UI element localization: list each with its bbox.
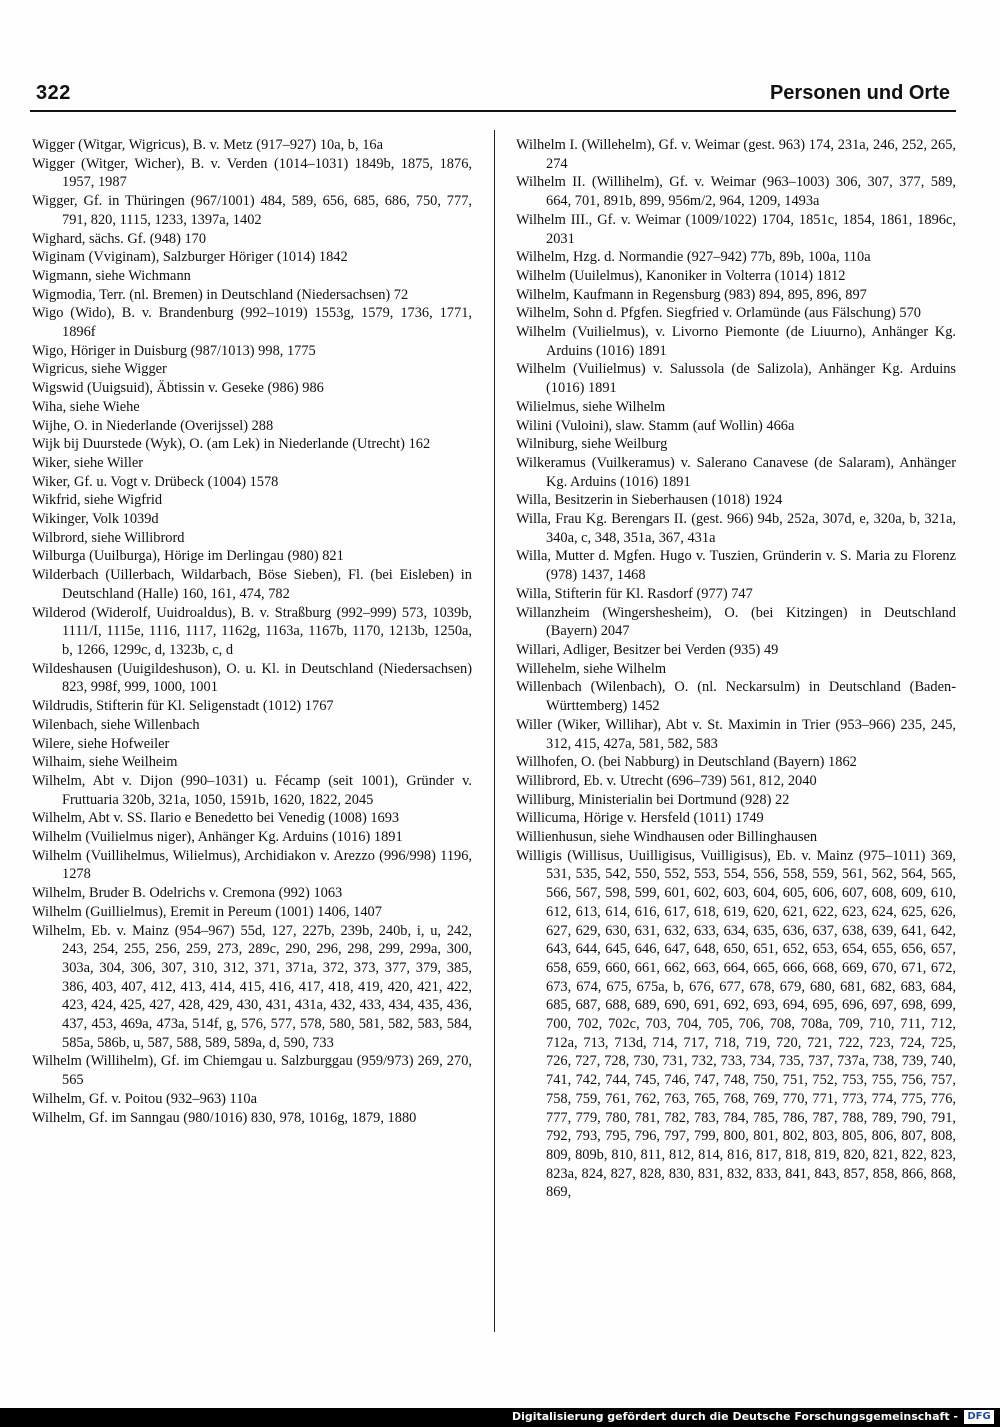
- index-entry: Wilburga (Uuilburga), Hörige im Derlingau (980) 821: [32, 548, 344, 565]
- index-entry: Wigmodia, Terr. (nl. Bremen) in Deutschland (Niedersachsen) 72: [32, 286, 409, 303]
- index-entry: Wikinger, Volk 1039d: [32, 511, 159, 528]
- index-entry: Wilhelm III., Gf. v. Weimar (1009/1022) 1704, 1851c, 1854, 1861, 1896c, 2031: [516, 211, 956, 247]
- index-entry: Wildrudis, Stifterin für Kl. Seligenstadt (1012) 1767: [32, 698, 334, 715]
- index-entry: Wilhelm, Abt v. Dijon (990–1031) u. Fécamp (seit 1001), Gründer v. Fruttuaria 320b, 321a, 1050, 1591b, 1620, 1822, 2045: [32, 772, 472, 808]
- index-entry: Wilhelm (Vuilielmus niger), Anhänger Kg. Arduins (1016) 1891: [32, 829, 403, 846]
- index-entry: Wilhaim, siehe Weilheim: [32, 754, 178, 771]
- index-entry: Wilhelm, Abt v. SS. Ilario e Benedetto bei Venedig (1008) 1693: [32, 810, 400, 827]
- footer-credit: Digitalisierung gefördert durch die Deutsche Forschungsgemeinschaft -: [511, 1410, 958, 1423]
- index-entry: Wigmann, siehe Wichmann: [32, 267, 191, 284]
- index-entry: Wilniburg, siehe Weilburg: [516, 436, 668, 453]
- index-entry: Wilhelm (Willihelm), Gf. im Chiemgau u. Salzburggau (959/973) 269, 270, 565: [32, 1053, 472, 1089]
- index-entry: Wilhelm (Guillielmus), Eremit in Pereum (1001) 1406, 1407: [32, 903, 382, 920]
- index-entry: Willehelm, siehe Wilhelm: [516, 660, 667, 677]
- index-entry: Wigricus, siehe Wigger: [32, 361, 167, 378]
- index-entry: Wilhelm, Bruder B. Odelrichs v. Cremona (992) 1063: [32, 885, 343, 902]
- page-title: Personen und Orte: [769, 82, 950, 104]
- index-entry: Wilderbach (Uillerbach, Wildarbach, Böse Sieben), Fl. (bei Eisleben) in Deutschland (Halle) 160, 161, 474, 782: [32, 567, 472, 602]
- index-entry: Wijk bij Duurstede (Wyk), O. (am Lek) in Niederlande (Utrecht) 162: [32, 436, 431, 453]
- index-entry: Wilhelm (Vuillihelmus, Wilielmus), Archidiakon v. Arezzo (996/998) 1196, 1278: [32, 847, 472, 883]
- page-number: 322: [36, 82, 71, 104]
- index-entry: Willari, Adliger, Besitzer bei Verden (935) 49: [516, 641, 779, 658]
- index-entry: Wilhelm, Eb. v. Mainz (954–967) 55d, 127, 227b, 239b, 240b, i, u, 242, 243, 254, 255, 256, 259, 273, 289c, 290, 296, 298, 299, 299a, 300, 303a, 304, 306, 307, 310, 312, 371, 371a, 372, 373, 377, 379, 385, 386, 403, 407, 412, 413, 414, 415, 416, 417, 418, 419, 420, 421, 422, 423, 424, 425, 427, 428, 429, 430, 431, 431a, 432, 433, 434, 435, 436, 437, 453, 469a, 473a, 514f, g, 576, 577, 578, 580, 581, 582, 583, 584, 585a, 586b, u, 587, 588, 589, 589a, d, 590, 733: [32, 922, 472, 1051]
- index-entry: Willenbach (Wilenbach), O. (nl. Neckarsulm) in Deutschland (Baden-Württemberg) 1452: [516, 679, 956, 715]
- index-entry: Willa, Stifterin für Kl. Rasdorf (977) 747: [516, 585, 753, 602]
- index-column-right: [516, 136, 956, 1336]
- index-entry: Willer (Wiker, Willihar), Abt v. St. Maximin in Trier (953–966) 235, 245, 312, 415, 427a, 581, 582, 583: [516, 716, 956, 752]
- index-column-left: [32, 136, 472, 1336]
- index-entry: Wigo (Wido), B. v. Brandenburg (992–1019) 1553g, 1579, 1736, 1771, 1896f: [32, 305, 472, 341]
- index-entry: Wildeshausen (Uuigildeshuson), O. u. Kl. in Deutschland (Niedersachsen) 823, 998f, 999, 1000, 1001: [32, 660, 472, 696]
- index-entry: Wigger (Witger, Wicher), B. v. Verden (1014–1031) 1849b, 1875, 1876, 1957, 1987: [32, 155, 472, 191]
- index-entry: Wiginam (Vviginam), Salzburger Höriger (1014) 1842: [32, 249, 348, 266]
- index-entry: Wilini (Vuloini), slaw. Stamm (auf Wollin) 466a: [516, 417, 795, 434]
- index-entry: Wilhelm (Vuilielmus) v. Salussola (de Salizola), Anhänger Kg. Arduins (1016) 1891: [516, 361, 956, 397]
- index-entry: Wilenbach, siehe Willenbach: [32, 716, 200, 733]
- index-entry: Wilhelm (Vuilielmus), v. Livorno Piemonte (de Liuurno), Anhänger Kg. Arduins (1016) 1891: [516, 324, 956, 359]
- index-entry: Willa, Besitzerin in Sieberhausen (1018) 1924: [516, 492, 783, 509]
- index-entry: Wigswid (Uuigsuid), Äbtissin v. Geseke (986) 986: [32, 380, 324, 397]
- index-entry: Wiker, Gf. u. Vogt v. Drübeck (1004) 1578: [32, 473, 279, 490]
- index-entry: Wilhelm, Hzg. d. Normandie (927–942) 77b, 89b, 100a, 110a: [516, 249, 871, 266]
- index-entry: Willanzheim (Wingershesheim), O. (bei Kitzingen) in Deutschland (Bayern) 2047: [516, 604, 956, 640]
- index-entry: Wigger (Witgar, Wigricus), B. v. Metz (917–927) 10a, b, 16a: [32, 137, 383, 153]
- index-entry: Williburg, Ministerialin bei Dortmund (928) 22: [516, 791, 790, 808]
- page-header: [30, 82, 956, 112]
- index-entry: Wiker, siehe Willer: [32, 454, 144, 471]
- index-entry: Wilderod (Widerolf, Uuidroaldus), B. v. Straßburg (992–999) 573, 1039b, 1111/I, 1115e, 1116, 1117, 1162g, 1163a, 1167b, 1170, 1213b, 1250a, b, 1266, 1299c, d, 1323b, c, d: [32, 604, 472, 658]
- index-entry: Wilhelm, Kaufmann in Regensburg (983) 894, 895, 896, 897: [516, 286, 867, 303]
- index-entry: Wilhelm II. (Willihelm), Gf. v. Weimar (963–1003) 306, 307, 377, 589, 664, 701, 891b, 899, 956m/2, 964, 1209, 1493a: [516, 174, 956, 210]
- index-entry: Willigis (Willisus, Uuilligisus, Vuilligisus), Eb. v. Mainz (975–1011) 369, 531, 535, 542, 550, 552, 553, 554, 556, 558, 559, 561, 562, 564, 565, 566, 567, 598, 599, 601, 602, 603, 604, 605, 606, 607, 608, 609, 610, 612, 613, 614, 616, 617, 618, 619, 620, 621, 622, 623, 624, 625, 626, 627, 629, 630, 631, 632, 633, 634, 635, 636, 637, 638, 639, 641, 642, 643, 644, 645, 646, 647, 648, 650, 651, 652, 653, 654, 655, 656, 657, 658, 659, 660, 661, 662, 663, 664, 665, 666, 668, 669, 670, 671, 672, 673, 674, 675, 675a, b, 676, 677, 678, 679, 680, 681, 682, 683, 684, 685, 687, 688, 689, 690, 691, 692, 693, 694, 695, 696, 697, 698, 699, 700, 702, 702c, 703, 704, 705, 706, 708, 708a, 709, 710, 711, 712, 712a, 713, 713d, 714, 717, 718, 719, 720, 721, 722, 723, 724, 725, 726, 727, 728, 730, 731, 732, 733, 734, 735, 737, 737a, 738, 739, 740, 741, 742, 744, 745, 746, 747, 748, 750, 751, 752, 753, 755, 756, 757, 758, 759, 761, 762, 763, 765, 768, 769, 770, 771, 773, 774, 775, 776, 777, 779, 780, 781, 782, 783, 784, 785, 786, 787, 788, 789, 790, 791, 792, 793, 795, 796, 797, 799, 800, 801, 802, 803, 805, 806, 807, 808, 809, 809b, 810, 811, 812, 814, 816, 817, 818, 819, 820, 821, 822, 823, 823a, 824, 827, 828, 830, 831, 832, 833, 841, 843, 857, 858, 866, 868, 869,: [516, 847, 956, 1201]
- index-entry: Wilhelm, Gf. v. Poitou (932–963) 110a: [32, 1090, 257, 1107]
- column-divider: [494, 130, 495, 1332]
- index-entry: Willicuma, Hörige v. Hersfeld (1011) 1749: [516, 810, 764, 827]
- index-entry: Willienhusun, siehe Windhausen oder Billinghausen: [516, 829, 818, 846]
- index-entry: Wijhe, O. in Niederlande (Overijssel) 288: [32, 417, 274, 434]
- index-entry: Wiha, siehe Wiehe: [32, 398, 140, 415]
- index-entry: Wilielmus, siehe Wilhelm: [516, 398, 666, 415]
- index-entry: Wilere, siehe Hofweiler: [32, 735, 170, 752]
- index-entry: Wigo, Höriger in Duisburg (987/1013) 998, 1775: [32, 342, 316, 359]
- index-entry: Willa, Mutter d. Mgfen. Hugo v. Tuszien, Gründerin v. S. Maria zu Florenz (978) 1437, 1468: [516, 548, 956, 584]
- index-entry: Willhofen, O. (bei Nabburg) in Deutschland (Bayern) 1862: [516, 754, 857, 771]
- index-entry: Wigger, Gf. in Thüringen (967/1001) 484, 589, 656, 685, 686, 750, 777, 791, 820, 1115, 1233, 1397a, 1402: [32, 193, 472, 228]
- footer-bar: [0, 1408, 1000, 1427]
- index-entry: Willa, Frau Kg. Berengars II. (gest. 966) 94b, 252a, 307d, e, 320a, b, 321a, 340a, c, 348, 351a, 367, 431a: [516, 511, 956, 546]
- index-entry: Wilhelm (Uuilelmus), Kanoniker in Volterra (1014) 1812: [516, 267, 846, 284]
- index-entry: Wilkeramus (Vuilkeramus) v. Salerano Canavese (de Salaram), Anhänger Kg. Arduins (1016) 1891: [516, 454, 956, 490]
- index-entry: Wighard, sächs. Gf. (948) 170: [32, 230, 207, 247]
- dfg-logo-icon: DFG: [964, 1410, 994, 1424]
- index-entry: Wilbrord, siehe Willibrord: [32, 529, 185, 546]
- index-entry: Wilhelm, Gf. im Sanngau (980/1016) 830, 978, 1016g, 1879, 1880: [32, 1109, 417, 1126]
- index-entry: Wilhelm I. (Willehelm), Gf. v. Weimar (gest. 963) 174, 231a, 246, 252, 265, 274: [516, 137, 956, 172]
- index-entry: Willibrord, Eb. v. Utrecht (696–739) 561, 812, 2040: [516, 772, 817, 789]
- index-entry: Wilhelm, Sohn d. Pfgfen. Siegfried v. Orlamünde (aus Fälschung) 570: [516, 305, 921, 322]
- index-entry: Wikfrid, siehe Wigfrid: [32, 492, 163, 509]
